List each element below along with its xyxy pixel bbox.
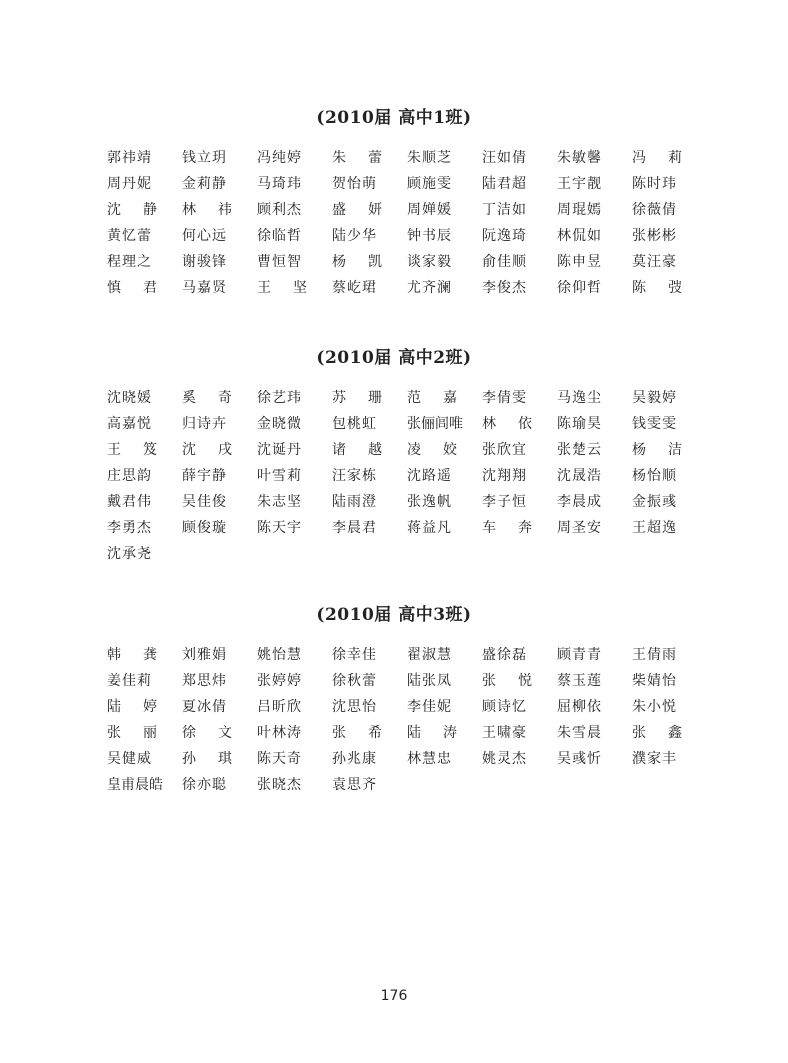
student-name: 沈晓媛 bbox=[107, 390, 152, 406]
student-name: 周圣安 bbox=[557, 520, 602, 536]
student-name: 冯纯婷 bbox=[257, 150, 302, 166]
student-name: 王倩雨 bbox=[632, 647, 677, 663]
student-name: 杨 洁 bbox=[632, 442, 682, 458]
student-name: 顾青青 bbox=[557, 647, 602, 663]
student-name: 沈承尧 bbox=[107, 546, 152, 562]
student-name: 俞佳顺 bbox=[482, 254, 527, 270]
student-name: 阮逸琦 bbox=[482, 228, 527, 244]
student-name: 奚 奇 bbox=[182, 390, 232, 406]
student-name: 陈时玮 bbox=[632, 176, 677, 192]
student-name: 张 希 bbox=[332, 725, 382, 741]
student-name: 徐幸佳 bbox=[332, 647, 377, 663]
name-row bbox=[107, 746, 707, 772]
student-name: 沈诞丹 bbox=[257, 442, 302, 458]
student-name: 钟书辰 bbox=[407, 228, 452, 244]
student-name: 诸 越 bbox=[332, 442, 382, 458]
student-name: 陆 涛 bbox=[407, 725, 457, 741]
name-row bbox=[107, 385, 707, 411]
student-name: 王啸豪 bbox=[482, 725, 527, 741]
student-name: 包桃虹 bbox=[332, 416, 377, 432]
student-name: 孙兆康 bbox=[332, 751, 377, 767]
student-name: 庄思韵 bbox=[107, 468, 152, 484]
student-name: 钱立玥 bbox=[182, 150, 227, 166]
section-title: (2010届 高中3班) bbox=[316, 605, 472, 625]
student-name: 吴毅婷 bbox=[632, 390, 677, 406]
page-number: 176 bbox=[380, 988, 408, 1004]
student-name: 吴彧忻 bbox=[557, 751, 602, 767]
student-name: 姚灵杰 bbox=[482, 751, 527, 767]
student-name: 蔡玉莲 bbox=[557, 673, 602, 689]
student-name: 林 依 bbox=[482, 416, 532, 432]
student-name: 朱志坚 bbox=[257, 494, 302, 510]
student-name: 马嘉贤 bbox=[182, 280, 227, 296]
student-name: 朱小悦 bbox=[632, 699, 677, 715]
student-name: 张楚云 bbox=[557, 442, 602, 458]
section-title: (2010届 高中1班) bbox=[316, 108, 472, 128]
student-name: 张 丽 bbox=[107, 725, 157, 741]
student-name: 沈 戌 bbox=[182, 442, 232, 458]
student-name: 汪家栋 bbox=[332, 468, 377, 484]
student-name: 柴婧怡 bbox=[632, 673, 677, 689]
student-name: 王 笈 bbox=[107, 442, 157, 458]
name-row bbox=[107, 642, 707, 668]
student-name: 吴健威 bbox=[107, 751, 152, 767]
student-name: 李晨成 bbox=[557, 494, 602, 510]
student-name: 陆雨澄 bbox=[332, 494, 377, 510]
student-name: 李俊杰 bbox=[482, 280, 527, 296]
student-name: 皇甫晨皓 bbox=[107, 777, 163, 793]
student-name: 叶林涛 bbox=[257, 725, 302, 741]
student-name: 叶雪莉 bbox=[257, 468, 302, 484]
student-name: 徐仰哲 bbox=[557, 280, 602, 296]
student-name: 谢骏锋 bbox=[182, 254, 227, 270]
student-name: 陆张凤 bbox=[407, 673, 452, 689]
student-name: 高嘉悦 bbox=[107, 416, 152, 432]
student-name: 顾诗忆 bbox=[482, 699, 527, 715]
student-name: 王超逸 bbox=[632, 520, 677, 536]
name-row bbox=[107, 223, 707, 249]
name-grid bbox=[107, 145, 707, 301]
student-name: 陈瑜昊 bbox=[557, 416, 602, 432]
student-name: 姚怡慧 bbox=[257, 647, 302, 663]
name-row bbox=[107, 541, 707, 567]
student-name: 翟淑慧 bbox=[407, 647, 452, 663]
student-name: 归诗卉 bbox=[182, 416, 227, 432]
student-name: 黄忆蕾 bbox=[107, 228, 152, 244]
name-row bbox=[107, 197, 707, 223]
student-name: 陆少华 bbox=[332, 228, 377, 244]
name-row bbox=[107, 668, 707, 694]
student-name: 贺怡萌 bbox=[332, 176, 377, 192]
student-name: 周婵媛 bbox=[407, 202, 452, 218]
student-name: 沈思怡 bbox=[332, 699, 377, 715]
student-name: 尤齐澜 bbox=[407, 280, 452, 296]
student-name: 陈天宇 bbox=[257, 520, 302, 536]
student-name: 陆 婷 bbox=[107, 699, 157, 715]
student-name: 盛徐磊 bbox=[482, 647, 527, 663]
student-name: 戴君伟 bbox=[107, 494, 152, 510]
student-name: 张俪闾唯 bbox=[407, 416, 463, 432]
student-name: 沈路遥 bbox=[407, 468, 452, 484]
student-name: 周丹妮 bbox=[107, 176, 152, 192]
student-name: 凌 姣 bbox=[407, 442, 457, 458]
student-name: 陈天奇 bbox=[257, 751, 302, 767]
student-name: 濮家丰 bbox=[632, 751, 677, 767]
student-name: 陆君超 bbox=[482, 176, 527, 192]
student-name: 金莉静 bbox=[182, 176, 227, 192]
name-grid bbox=[107, 642, 707, 798]
student-name: 姜佳莉 bbox=[107, 673, 152, 689]
student-name: 蒋益凡 bbox=[407, 520, 452, 536]
student-name: 徐临哲 bbox=[257, 228, 302, 244]
student-name: 李晨君 bbox=[332, 520, 377, 536]
student-name: 沈晟浩 bbox=[557, 468, 602, 484]
student-name: 顾利杰 bbox=[257, 202, 302, 218]
name-row bbox=[107, 720, 707, 746]
name-row bbox=[107, 694, 707, 720]
student-name: 苏 珊 bbox=[332, 390, 382, 406]
student-name: 徐秋蕾 bbox=[332, 673, 377, 689]
student-name: 郑思炜 bbox=[182, 673, 227, 689]
student-name: 车 奔 bbox=[482, 520, 532, 536]
student-name: 袁思齐 bbox=[332, 777, 377, 793]
student-name: 马琦玮 bbox=[257, 176, 302, 192]
student-name: 陈 弢 bbox=[632, 280, 682, 296]
name-row bbox=[107, 772, 707, 798]
student-name: 朱 蕾 bbox=[332, 150, 382, 166]
name-row bbox=[107, 171, 707, 197]
section-title: (2010届 高中2班) bbox=[316, 348, 472, 368]
student-name: 薛宇静 bbox=[182, 468, 227, 484]
student-name: 沈翔翔 bbox=[482, 468, 527, 484]
student-name: 张彬彬 bbox=[632, 228, 677, 244]
student-name: 慎 君 bbox=[107, 280, 157, 296]
student-name: 徐亦聪 bbox=[182, 777, 227, 793]
student-name: 林慧忠 bbox=[407, 751, 452, 767]
name-grid bbox=[107, 385, 707, 567]
student-name: 林 祎 bbox=[182, 202, 232, 218]
name-row bbox=[107, 463, 707, 489]
name-row bbox=[107, 249, 707, 275]
student-name: 郭祎靖 bbox=[107, 150, 152, 166]
student-name: 张晓杰 bbox=[257, 777, 302, 793]
student-name: 李佳妮 bbox=[407, 699, 452, 715]
student-name: 张 悦 bbox=[482, 673, 532, 689]
student-name: 林侃如 bbox=[557, 228, 602, 244]
student-name: 汪如倩 bbox=[482, 150, 527, 166]
student-name: 朱顺芝 bbox=[407, 150, 452, 166]
student-name: 张 鑫 bbox=[632, 725, 682, 741]
student-name: 王 坚 bbox=[257, 280, 307, 296]
student-name: 何心远 bbox=[182, 228, 227, 244]
student-name: 徐艺玮 bbox=[257, 390, 302, 406]
student-name: 莫汪豪 bbox=[632, 254, 677, 270]
student-name: 朱敏馨 bbox=[557, 150, 602, 166]
name-row bbox=[107, 411, 707, 437]
student-name: 周琨嫣 bbox=[557, 202, 602, 218]
student-name: 丁洁如 bbox=[482, 202, 527, 218]
student-name: 李勇杰 bbox=[107, 520, 152, 536]
student-name: 李子恒 bbox=[482, 494, 527, 510]
student-name: 顾俊璇 bbox=[182, 520, 227, 536]
student-name: 吴佳俊 bbox=[182, 494, 227, 510]
student-name: 夏冰倩 bbox=[182, 699, 227, 715]
student-name: 金振彧 bbox=[632, 494, 677, 510]
student-name: 杨 凯 bbox=[332, 254, 382, 270]
student-name: 杨怡顺 bbox=[632, 468, 677, 484]
student-name: 曹恒智 bbox=[257, 254, 302, 270]
student-name: 张逸帆 bbox=[407, 494, 452, 510]
student-name: 金晓微 bbox=[257, 416, 302, 432]
student-name: 吕昕欣 bbox=[257, 699, 302, 715]
student-name: 马逸尘 bbox=[557, 390, 602, 406]
student-name: 张婷婷 bbox=[257, 673, 302, 689]
student-name: 朱雪晨 bbox=[557, 725, 602, 741]
student-name: 蔡屹珺 bbox=[332, 280, 377, 296]
student-name: 盛 妍 bbox=[332, 202, 382, 218]
student-name: 王宇靓 bbox=[557, 176, 602, 192]
student-name: 刘雅娟 bbox=[182, 647, 227, 663]
name-row bbox=[107, 145, 707, 171]
student-name: 沈 静 bbox=[107, 202, 157, 218]
student-name: 张欣宜 bbox=[482, 442, 527, 458]
student-name: 顾施雯 bbox=[407, 176, 452, 192]
student-name: 李倩雯 bbox=[482, 390, 527, 406]
student-name: 范 嘉 bbox=[407, 390, 457, 406]
student-name: 韩 龚 bbox=[107, 647, 157, 663]
name-row bbox=[107, 437, 707, 463]
student-name: 程理之 bbox=[107, 254, 152, 270]
student-name: 屈柳依 bbox=[557, 699, 602, 715]
student-name: 徐薇倩 bbox=[632, 202, 677, 218]
name-row bbox=[107, 515, 707, 541]
student-name: 徐 文 bbox=[182, 725, 232, 741]
student-name: 陈申昱 bbox=[557, 254, 602, 270]
student-name: 孙 琪 bbox=[182, 751, 232, 767]
student-name: 谈家毅 bbox=[407, 254, 452, 270]
student-name: 钱雯雯 bbox=[632, 416, 677, 432]
student-name: 冯 莉 bbox=[632, 150, 682, 166]
name-row bbox=[107, 275, 707, 301]
name-row bbox=[107, 489, 707, 515]
